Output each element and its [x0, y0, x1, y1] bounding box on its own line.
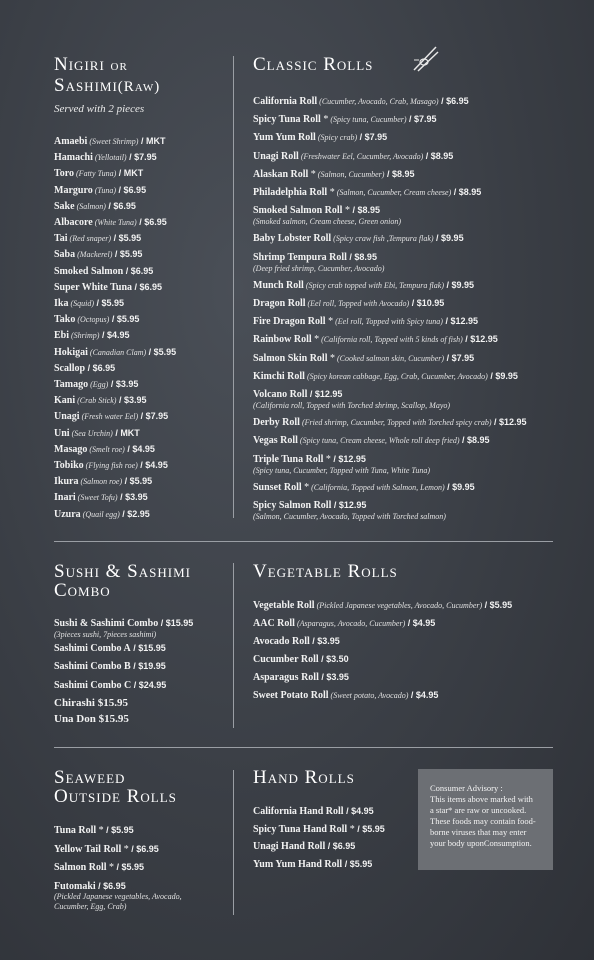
menu-item	[253, 481, 475, 494]
item-description: (Shrimp)	[69, 331, 100, 341]
advisory-line: This items above marked with	[430, 794, 533, 804]
menu-item	[54, 459, 168, 472]
hand-section	[253, 767, 413, 870]
item-price: / $6.95	[136, 217, 167, 227]
item-name: Yum Yum Roll	[253, 132, 316, 144]
raw-star: *	[347, 823, 355, 835]
item-description: (Squid)	[68, 299, 95, 308]
item-name: Masago	[54, 443, 88, 455]
menu-item	[253, 858, 372, 871]
raw-star: *	[320, 114, 329, 126]
item-price: / $5.95	[146, 346, 177, 357]
item-price: / $5.95	[103, 825, 134, 835]
item-price: / $24.95	[131, 679, 167, 690]
item-description: (Crab Stick)	[75, 396, 117, 406]
item-price: / $5.95	[114, 862, 145, 872]
item-name: Toro	[54, 168, 75, 180]
menu-item	[253, 131, 387, 144]
nigiri-title: Nigiri or Sashimi(Raw)	[54, 54, 161, 96]
menu-item	[54, 713, 129, 725]
menu-item	[54, 475, 152, 488]
item-price: / $6.95	[128, 843, 159, 854]
item-price: / MKT	[112, 427, 140, 438]
item-name: Dragon Roll	[253, 298, 306, 309]
menu-item	[253, 453, 366, 466]
menu-item	[54, 394, 146, 407]
item-description: (Sweet potato, Avocado)	[328, 691, 409, 700]
served-note: Served with 2 pieces	[54, 103, 145, 115]
menu-item	[253, 95, 469, 108]
item-price: / $15.95	[130, 642, 166, 653]
item-price: / MKT	[138, 136, 166, 146]
item-price: / $3.95	[318, 672, 349, 682]
item-description: (Fresh water Eel)	[79, 412, 139, 422]
item-price: / $8.95	[349, 205, 380, 216]
menu-item	[54, 861, 144, 874]
menu-item	[253, 370, 518, 383]
item-description: (Salmon roe)	[78, 477, 123, 487]
item-price: / $6.95	[438, 96, 469, 106]
menu-item	[54, 248, 142, 261]
advisory-line: a star* are raw or uncooked.	[430, 805, 527, 815]
item-name: Sashimi Combo A	[54, 642, 131, 654]
menu-item	[54, 346, 176, 359]
item-price: / $5.95	[112, 249, 143, 260]
item-name: Yellow Tail Roll	[54, 843, 122, 855]
menu-item	[54, 843, 159, 856]
item-name: Sashimi Combo C	[54, 679, 132, 691]
item-price: / $8.95	[451, 187, 482, 197]
item-name: Futomaki	[54, 880, 96, 892]
item-name: Unagi	[54, 411, 80, 423]
item-price: / $5.95	[94, 298, 125, 308]
menu-item	[54, 410, 168, 423]
menu-item	[54, 824, 134, 837]
menu-item	[253, 434, 490, 447]
menu-item	[54, 167, 143, 180]
item-name: Uzura	[54, 508, 81, 520]
item-price: / $6.95	[123, 265, 154, 276]
menu-item	[54, 200, 136, 213]
item-description: (Flying fish roe)	[83, 461, 138, 470]
menu-item	[54, 184, 146, 197]
menu-item	[253, 279, 474, 292]
advisory-title: Consumer Advisory :	[430, 783, 503, 793]
raw-star: *	[311, 334, 320, 346]
advisory-line: These foods may contain food-	[430, 816, 536, 826]
raw-star: *	[342, 205, 350, 217]
item-price: / $8.95	[459, 435, 490, 446]
menu-item	[54, 216, 167, 229]
item-price: / $12.95	[462, 334, 498, 345]
item-name: Fire Dragon Roll	[253, 316, 326, 328]
item-name: Sweet Potato Roll	[253, 690, 329, 701]
item-description: (White Tuna)	[92, 218, 137, 227]
divider-horizontal-2	[54, 747, 553, 748]
item-name: Yum Yum Hand Roll	[253, 858, 343, 870]
raw-star: *	[325, 316, 334, 328]
menu-item	[253, 805, 374, 818]
menu-item	[253, 499, 366, 512]
item-subdescription: (Pickled Japanese vegetables, Avocado,	[54, 892, 182, 901]
item-name: California Hand Roll	[253, 806, 344, 817]
item-name: Tamago	[54, 379, 89, 390]
item-name: Amaebi	[54, 136, 88, 147]
menu-item	[253, 388, 342, 401]
item-name: Derby Roll	[253, 417, 300, 429]
raw-star: *	[106, 862, 115, 873]
menu-item	[253, 168, 414, 181]
item-price: / $7.95	[406, 114, 437, 125]
item-price: / $5.95	[342, 858, 373, 869]
item-description: (Asparagus, Avocado, Cucumber)	[294, 619, 406, 628]
menu-item	[253, 635, 340, 648]
item-price: / $12.95	[307, 389, 343, 399]
item-name: Shrimp Tempura Roll	[253, 251, 347, 263]
item-price: / $6.95	[85, 362, 116, 373]
item-price: / $4.95	[343, 806, 374, 816]
item-price: / MKT	[116, 168, 144, 179]
menu-item	[253, 617, 435, 630]
item-subdescription: (3pieces sushi, 7pieces sashimi)	[54, 630, 157, 639]
item-name: Tai	[54, 233, 68, 245]
menu-item	[54, 508, 150, 521]
item-name: Smoked Salmon	[54, 265, 124, 277]
item-name: Philadelphia Roll	[253, 187, 328, 198]
item-name: Saba	[54, 249, 76, 261]
item-description: (Mackerel)	[75, 250, 113, 260]
menu-item	[253, 113, 437, 126]
item-name: Tuna Roll	[54, 825, 97, 836]
item-price: / $4.95	[124, 443, 155, 454]
item-price: / $4.95	[405, 618, 436, 628]
item-name: Triple Tuna Roll	[253, 453, 324, 465]
item-name: Unagi Hand Roll	[253, 841, 326, 852]
menu-item	[54, 297, 124, 310]
item-price: / $3.50	[318, 654, 349, 664]
item-description: (Fatty Tuna)	[74, 169, 117, 179]
item-name: Albacore	[54, 217, 93, 228]
menu-item	[253, 840, 355, 853]
menu-item	[253, 186, 481, 199]
item-name: AAC Roll	[253, 618, 295, 629]
item-description: (Salmon, Cucumber, Cream cheese)	[334, 188, 452, 197]
menu-item	[54, 232, 141, 245]
item-name: Munch Roll	[253, 279, 304, 291]
item-price: / $5.95	[122, 476, 153, 487]
menu-item	[253, 653, 349, 666]
item-name: Hamachi	[54, 152, 93, 164]
item-price: / $9.95	[433, 233, 464, 244]
item-price: $15.95	[98, 713, 129, 725]
item-price: / $3.95	[108, 379, 139, 389]
menu-item	[253, 232, 464, 245]
item-price: / $12.95	[330, 453, 366, 464]
item-price: / $3.95	[117, 492, 148, 503]
item-price: / $10.95	[409, 298, 445, 308]
item-name: Sashimi Combo B	[54, 661, 131, 672]
item-price: / $6.95	[325, 841, 356, 851]
item-name: Una Don	[54, 713, 99, 725]
item-description: (Freshwater Eel, Cucumber, Avocado)	[298, 151, 424, 161]
item-name: California Roll	[253, 96, 318, 107]
menu-item	[54, 313, 139, 326]
raw-star: *	[327, 352, 335, 364]
item-name: Sunset Roll	[253, 481, 302, 493]
item-price: / $4.95	[408, 690, 439, 700]
item-description: (California, Topped with Salmon, Lemon)	[309, 482, 445, 492]
item-subdescription: (Salmon, Cucumber, Avocado, Topped with Torched salmon)	[253, 512, 446, 521]
item-price: / $8.95	[423, 150, 454, 161]
item-name: Ebi	[54, 330, 70, 342]
hand-title: Hand Rolls	[253, 767, 355, 788]
item-name: Chirashi	[54, 697, 98, 709]
item-name: Avocado Roll	[253, 636, 310, 647]
item-name: Sake	[54, 200, 75, 212]
item-price: / $4.95	[99, 330, 130, 341]
item-name: Smoked Salmon Roll	[253, 205, 343, 217]
item-description: (Eel roll, Topped with Avocado)	[305, 299, 410, 308]
item-price: / $2.95	[119, 508, 150, 519]
menu-item	[54, 642, 166, 655]
item-price: / $4.95	[137, 460, 168, 470]
item-name: Spicy Tuna Roll	[253, 114, 321, 126]
item-name: Unagi Roll	[253, 150, 299, 162]
item-description: (Pickled Japanese vegetables, Avocado, Cucumber)	[314, 601, 483, 610]
menu-item	[54, 265, 153, 278]
menu-item	[253, 150, 453, 163]
item-price: / $3.95	[309, 636, 340, 646]
item-name: Inari	[54, 492, 76, 504]
item-name: Tako	[54, 314, 76, 326]
item-description: (Sea Urchin)	[69, 428, 113, 438]
menu-item	[253, 204, 380, 217]
item-description: (Spicy crab topped with Ebi, Tempura flak)	[303, 280, 444, 290]
item-name: Tobiko	[54, 460, 84, 471]
item-price: / $12.95	[331, 500, 367, 510]
item-description: (Red snaper)	[67, 234, 112, 244]
item-price: / $15.95	[158, 618, 194, 628]
item-description: (Spicy tuna, Cucumber)	[328, 115, 407, 125]
raw-star: *	[96, 825, 104, 836]
item-price: / $7.95	[126, 152, 157, 163]
menu-item	[253, 315, 478, 328]
item-description: (Spicy crab)	[315, 133, 358, 143]
menu-item	[253, 352, 474, 365]
item-description: (Canadian Clam)	[87, 347, 147, 357]
item-name: Baby Lobster Roll	[253, 233, 332, 245]
item-price: / $7.95	[138, 411, 169, 422]
consumer-advisory	[418, 769, 553, 870]
item-name: Sushi & Sashimi Combo	[54, 618, 159, 629]
item-description: (Egg)	[88, 380, 109, 389]
item-name: Kani	[54, 395, 76, 407]
item-price: / $7.95	[444, 352, 475, 363]
seaweed-title: Seaweed Outside Rolls	[54, 767, 177, 807]
advisory-line: borne viruses that may enter	[430, 827, 527, 837]
item-name: Rainbow Roll	[253, 334, 312, 346]
menu-item	[54, 362, 115, 375]
menu-item	[253, 333, 498, 346]
menu-item	[54, 880, 126, 893]
item-subdescription: Cucumber, Egg, Crab)	[54, 902, 127, 911]
divider-vertical-bottom	[233, 770, 234, 915]
item-name: Alaskan Roll	[253, 168, 309, 180]
item-name: Super White Tuna	[54, 281, 133, 293]
item-name: Vegetable Roll	[253, 600, 315, 611]
item-price: $15.95	[97, 697, 128, 709]
classic-title: Classic Rolls	[253, 54, 374, 75]
item-description: (California roll, Topped with 5 kinds of fish)	[319, 335, 463, 345]
item-price: / $12.95	[442, 316, 478, 327]
menu-item	[253, 251, 377, 264]
item-price: / $7.95	[357, 132, 388, 143]
menu-item	[253, 599, 512, 612]
item-price: / $9.95	[444, 481, 475, 492]
item-description: (Sweet Shrimp)	[87, 137, 139, 146]
vegetable-title: Vegetable Rolls	[253, 561, 398, 582]
item-name: Salmon Roll	[54, 862, 107, 873]
item-price: / $8.95	[346, 251, 377, 262]
menu-item	[253, 416, 527, 429]
menu-item	[54, 679, 166, 692]
item-description: (Spicy korean cabbage, Egg, Crab, Cucumber, Avocado)	[304, 371, 488, 381]
raw-star: *	[308, 168, 316, 180]
item-price: / $5.95	[111, 233, 142, 244]
vegetable-section	[253, 561, 573, 701]
combo-section	[54, 561, 229, 725]
item-price: / $5.95	[354, 823, 385, 834]
item-name: Uni	[54, 427, 70, 439]
menu-item	[54, 660, 166, 673]
item-name: Ikura	[54, 476, 79, 488]
item-price: / $8.95	[384, 168, 415, 179]
item-description: (Spicy tuna, Cream cheese, Whole roll deep fried)	[297, 436, 460, 446]
item-description: (Sweet Tofu)	[75, 493, 118, 503]
item-price: / $5.95	[482, 600, 513, 610]
item-name: Spicy Tuna Hand Roll	[253, 823, 348, 835]
item-description: (Yellotail)	[92, 153, 127, 163]
item-description: (Fried shrimp, Cucumber, Topped with Torched spicy crab)	[299, 418, 492, 428]
item-price: / $3.95	[116, 395, 147, 406]
item-name: Cucumber Roll	[253, 654, 319, 665]
item-description: (Eel roll, Topped with Spicy tuna)	[333, 317, 443, 327]
item-name: Spicy Salmon Roll	[253, 500, 332, 511]
item-price: / $19.95	[130, 661, 166, 671]
item-name: Scallop	[54, 362, 86, 374]
menu-item	[54, 281, 162, 294]
item-name: Volcano Roll	[253, 389, 308, 400]
item-price: / $6.95	[105, 200, 136, 211]
divider-horizontal-1	[54, 541, 553, 542]
menu-item	[54, 443, 155, 456]
raw-star: *	[301, 481, 310, 493]
item-price: / $6.95	[132, 281, 163, 292]
item-price: / $6.95	[116, 184, 147, 195]
advisory-line: your body uponConsumption.	[430, 838, 532, 848]
item-description: (Salmon)	[74, 201, 106, 211]
item-subdescription: (Deep fried shrimp, Cucumber, Avocado)	[253, 263, 385, 273]
item-subdescription: (Smoked salmon, Cream cheese, Green onion)	[253, 217, 402, 227]
menu-item	[253, 671, 349, 684]
item-description: (Smelt roe)	[87, 444, 125, 454]
raw-star: *	[121, 843, 129, 855]
item-name: Asparagus Roll	[253, 672, 319, 683]
item-description: (Cooked salmon skin, Cucumber)	[334, 353, 445, 363]
menu-item	[253, 689, 438, 702]
item-description: (Spicy craw fish ,Tempura flak)	[331, 234, 434, 244]
menu-item	[253, 823, 385, 836]
raw-star: *	[327, 187, 335, 198]
item-name: Salmon Skin Roll	[253, 352, 328, 364]
item-description: (Salmon, Cucumber)	[315, 169, 385, 179]
item-description: (Quail egg)	[80, 509, 120, 519]
menu-item	[253, 297, 444, 310]
item-description: (Tuna)	[92, 185, 117, 195]
item-price: / $12.95	[491, 417, 527, 428]
combo-title: Sushi & Sashimi Combo	[54, 561, 191, 601]
item-subdescription: (California roll, Topped with Torched shrimp, Scallop, Mayo)	[253, 401, 451, 410]
raw-star: *	[323, 453, 331, 465]
item-price: / $6.95	[95, 880, 126, 891]
item-name: Ika	[54, 298, 69, 309]
chopsticks-icon	[410, 44, 440, 74]
item-subdescription: (Spicy tuna, Cucumber, Topped with Tuna, White Tuna)	[253, 465, 431, 475]
nigiri-section	[54, 54, 229, 520]
menu-item	[54, 491, 148, 504]
item-name: Kimchi Roll	[253, 370, 305, 382]
divider-vertical-top	[233, 56, 234, 518]
item-price: / $5.95	[109, 314, 140, 325]
item-description: (Octopus)	[75, 315, 110, 325]
menu-item	[54, 329, 130, 342]
menu-item	[54, 617, 193, 630]
seaweed-section	[54, 767, 229, 911]
item-name: Hokigai	[54, 346, 88, 358]
item-name: Marguro	[54, 184, 93, 196]
menu-item	[54, 697, 128, 709]
item-name: Vegas Roll	[253, 435, 298, 447]
item-price: / $9.95	[443, 279, 475, 290]
menu-item	[54, 135, 165, 148]
menu-item	[54, 427, 140, 440]
divider-vertical-middle	[233, 563, 234, 728]
item-description: (Cucumber, Avocado, Crab, Masago)	[317, 97, 439, 106]
menu-item	[54, 378, 138, 391]
item-price: / $9.95	[487, 370, 518, 381]
menu-item	[54, 151, 157, 164]
